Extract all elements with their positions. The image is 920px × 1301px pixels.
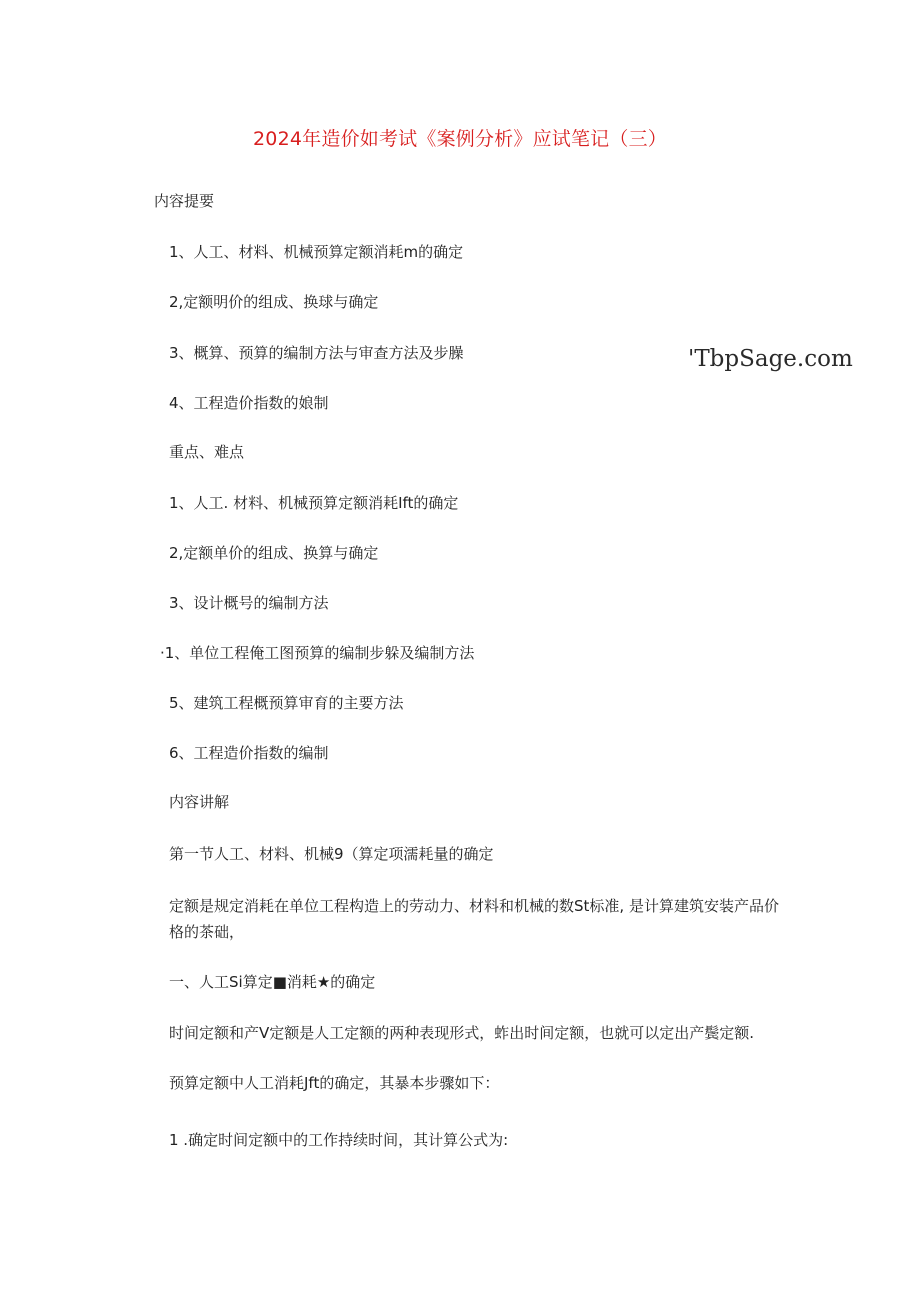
key-point-1: 1、人工. 材料、机械预算定额消耗Ift的确定 [169,494,459,512]
key-point-6: 6、工程造价指数的编制 [169,744,329,762]
key-point-5: 5、建筑工程概预算审育的主要方法 [169,694,404,712]
section-heading-key-points: 重点、难点 [169,443,245,461]
summary-item-3: 3、概算、预算的编制方法与审查方法及步臊 [169,344,464,362]
summary-item-1: 1、人工、材料、机械预算定额消耗m的确定 [169,243,464,261]
key-point-3: 3、设计概号的编制方法 [169,594,329,612]
section-heading-summary: 内容提要 [154,192,215,210]
subsection-1-heading: 一、人工Si算定■消耗★的确定 [169,973,376,991]
definition-paragraph-text: 定额是规定消耗在单位工程构造上的劳动力、材料和机械的数St标准, 是计算建筑安装产品价格的茶础， [169,897,779,941]
summary-item-2: 2,定额明价的组成、换球与确定 [169,293,379,311]
body-line-3: 1 .确定时间定额中的工作持续时间，其计算公式为: [169,1131,509,1149]
section-heading-content: 内容讲解 [169,793,230,811]
definition-paragraph [169,893,789,945]
key-point-2: 2,定额单价的组成、换算与确定 [169,544,379,562]
body-line-2: 预算定额中人工消耗Jft的确定，其暴本步骤如下： [169,1074,500,1092]
document-title: 2024年造价如考试《案例分析》应试笔记（三） [253,128,667,150]
section-1-heading: 第一节人工、材料、机械9（算定项濡耗量的确定 [169,845,494,863]
summary-item-4: 4、工程造价指数的娘制 [169,394,329,412]
watermark-text: 'TbpSage.com [688,346,853,372]
key-point-4: ·1、单位工程俺工图预算的编制步躲及编制方法 [160,644,475,662]
body-line-1: 时间定额和产V定额是人工定额的两种表现形式，蚱出时间定额，也就可以定出产鬓定额. [169,1024,755,1042]
